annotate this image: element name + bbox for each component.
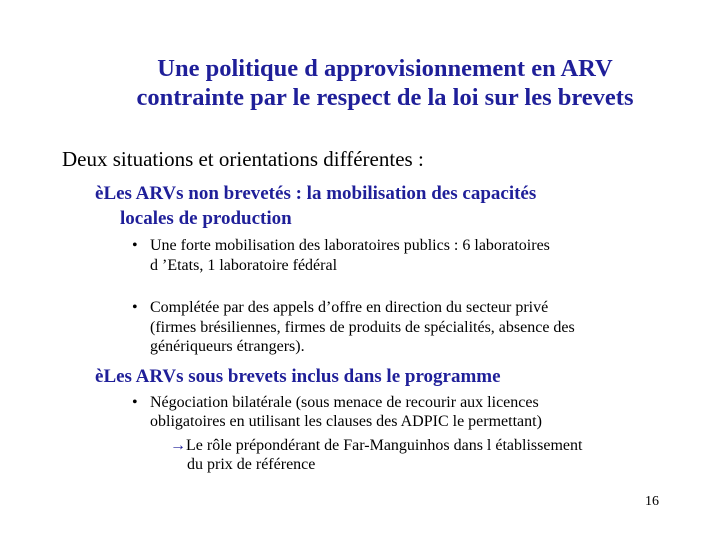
right-arrow-icon: → [170,437,186,454]
bullet-icon: • [132,394,138,411]
list-item [132,236,550,255]
list-item [132,298,548,317]
sub-item-line-2: du prix de référence [187,456,316,473]
bullet-icon: • [132,299,138,316]
section-1-heading-line-1: Les ARVs non brevetés : la mobilisation des capacités [103,183,537,204]
section-1-heading [95,181,536,207]
bullet-1-line-2: d ’Etats, 1 laboratoire fédéral [150,257,338,274]
slide-title [60,54,710,112]
bullet-1-line-1: Une forte mobilisation des laboratoires publics : 6 laboratoires [150,237,550,254]
list-item [132,393,539,412]
page-number: 16 [645,494,659,509]
bullet-2-line-1: Complétée par des appels d’offre en direction du secteur privé [150,299,549,316]
section-2-heading [95,364,501,390]
title-line-1: Une politique d approvisionnement en ARV [157,55,613,82]
arrow-bullet-icon: è [95,366,104,387]
bullet-2-line-2: (firmes brésiliennes, firmes de produits de spécialités, absence des [150,319,575,336]
intro-text: Deux situations et orientations différentes : [62,147,424,171]
bullet-3-line-1: Négociation bilatérale (sous menace de recourir aux licences [150,394,539,411]
bullet-icon: • [132,237,138,254]
sub-item [170,436,582,455]
sub-item-line-1: Le rôle prépondérant de Far-Manguinhos dans l établissement [186,437,583,454]
section-2-heading-line-1: Les ARVs sous brevets inclus dans le programme [103,366,501,387]
bullet-3-line-2: obligatoires en utilisant les clauses des ADPIC le permettant) [150,413,542,430]
title-line-2: contrainte par le respect de la loi sur les brevets [136,84,634,111]
bullet-2-line-3: génériqueurs étrangers). [150,338,305,355]
section-1-heading-line-2: locales de production [120,208,292,229]
arrow-bullet-icon: è [95,183,104,204]
